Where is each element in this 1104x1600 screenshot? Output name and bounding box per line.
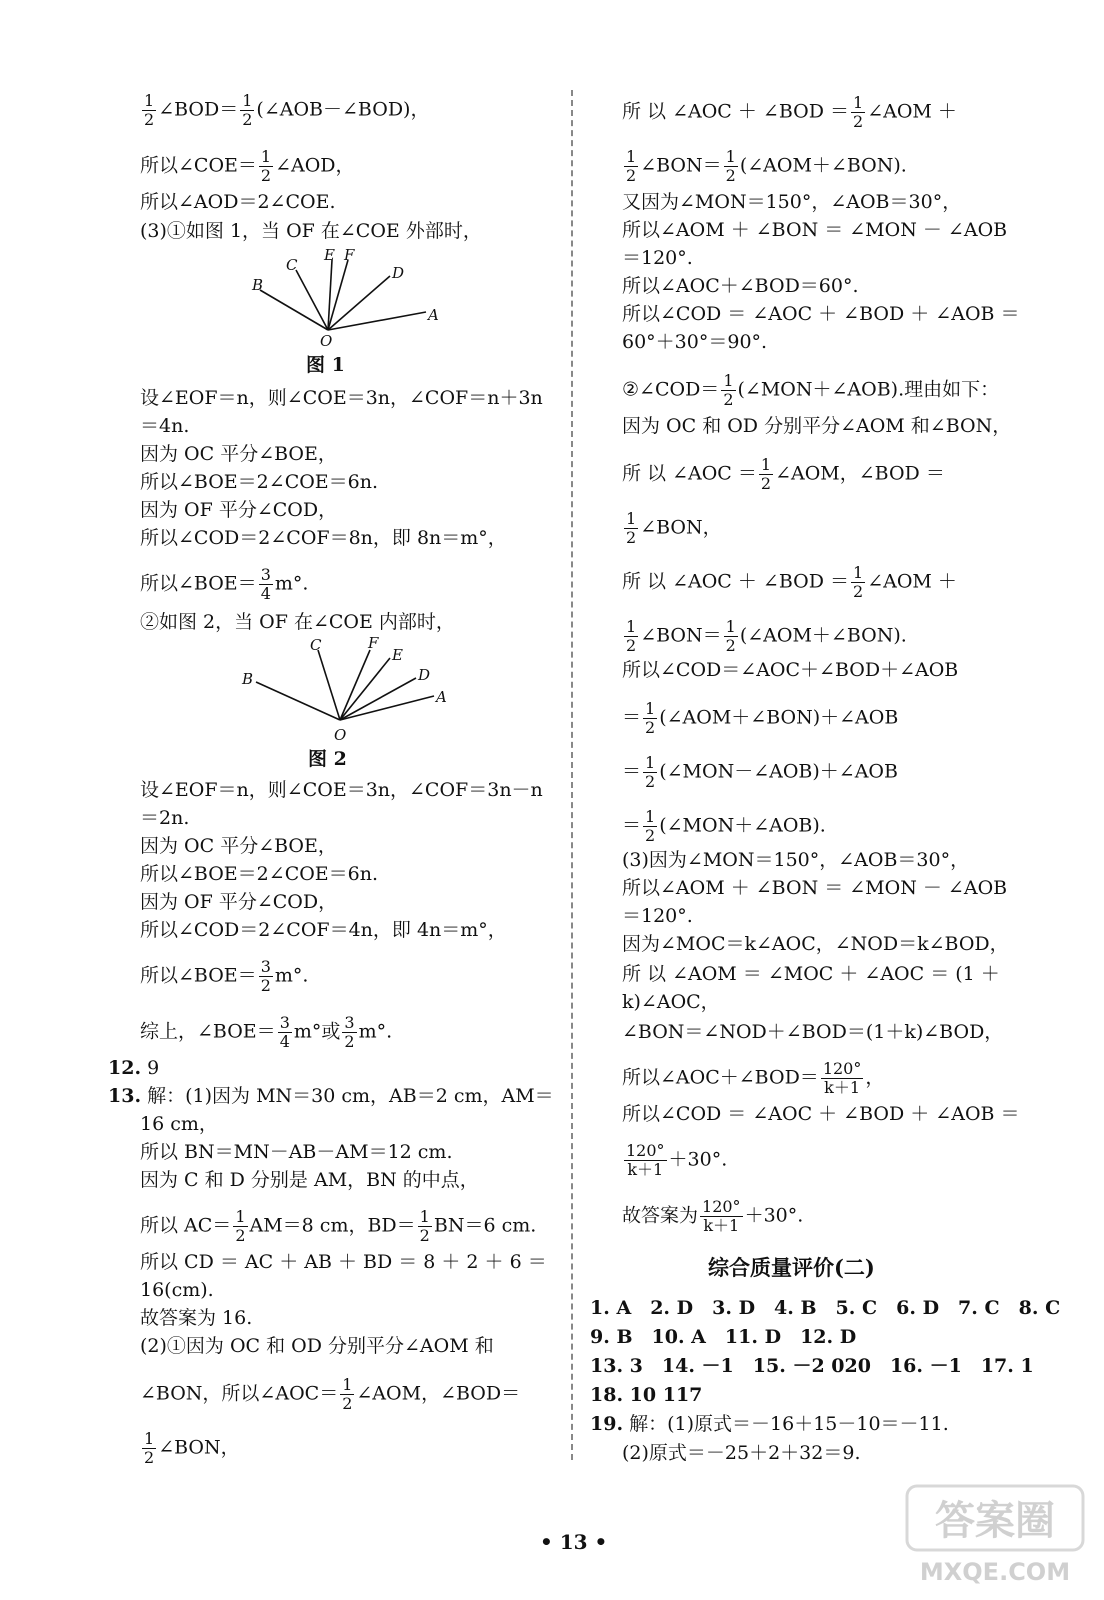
- text-line: ∠BON，所以∠AOC＝ $\frac{1}{2}$ ∠AOM，∠BOD＝: [140, 1375, 521, 1413]
- text-line: 所以∠AOM ＋ ∠BON ＝ ∠MON － ∠AOB: [622, 219, 1008, 241]
- fraction: $\frac{1}{2}$: [645, 807, 656, 845]
- text-line: ②如图 2，当 OF 在∠COE 内部时，: [140, 611, 455, 633]
- fraction: $\frac{1}{2}$: [626, 617, 637, 655]
- text-line: 又因为∠MON＝150°，∠AOB＝30°，: [622, 191, 962, 213]
- label-b: B: [242, 670, 254, 688]
- answer-13: 13. 解：(1)因为 MN＝30 cm，AB＝2 cm，AM＝: [108, 1085, 554, 1107]
- text-line: ＝120°.: [622, 905, 693, 927]
- text-line: 设∠EOF＝n，则∠COE＝3n，∠COF＝3n－n: [140, 779, 543, 801]
- label-a: A: [428, 306, 439, 324]
- text-line: 所以∠BOE＝ $\frac{3}{2}$ m°.: [140, 957, 309, 995]
- text-line: 所以∠BOE＝ $\frac{3}{4}$ m°.: [140, 565, 309, 603]
- text-line: 所以 AC＝ $\frac{1}{2}$ AM＝8 cm，BD＝ $\frac{1}{2}$ BN＝6 cm.: [140, 1207, 537, 1245]
- text-line: ＝ $\frac{1}{2}$ (∠MON－∠AOB)＋∠AOB: [622, 753, 898, 791]
- fraction: $\frac{120^\circ}{k+1}$: [822, 1059, 862, 1097]
- label-c: C: [286, 256, 298, 274]
- text-line: 综上，∠BOE＝ $\frac{3}{4}$ m°或 $\frac{3}{2}$ m°.: [140, 1013, 393, 1051]
- fraction: $\frac{1}{2}$: [260, 147, 272, 185]
- page-number: • 13 •: [540, 1530, 608, 1554]
- text-line: ＝ $\frac{1}{2}$ (∠MON＋∠AOB).: [622, 807, 826, 845]
- label-o: O: [320, 332, 333, 346]
- fraction: $\frac{1}{2}$: [725, 147, 736, 185]
- fraction: $\frac{1}{2}$: [626, 147, 637, 185]
- text-line: 所以∠COD＝∠AOC＋∠BOD＋∠AOB: [622, 659, 959, 681]
- fraction: $\frac{1}{2}$: [760, 455, 772, 493]
- text-line: ②∠COD＝ $\frac{1}{2}$ (∠MON＋∠AOB).理由如下：: [622, 371, 1000, 409]
- label-c: C: [310, 636, 322, 654]
- fraction: $\frac{3}{2}$: [344, 1013, 355, 1051]
- answers-row-3: 13. 3 14. －1 15. －2 020 16. －1 17. 1: [590, 1355, 1034, 1377]
- text-line: 因为 OC 平分∠BOE，: [140, 835, 337, 857]
- section-title: 综合质量评价(二): [708, 1255, 875, 1280]
- text-line: 所以∠BOE＝2∠COE＝6n.: [140, 471, 379, 493]
- answer-19: 19. 解：(1)原式＝－16＋15－10＝－11.: [590, 1413, 949, 1435]
- label-a: A: [436, 688, 447, 706]
- text-line: 所以 CD ＝ AC ＋ AB ＋ BD ＝ 8 ＋ 2 ＋ 6 ＝: [140, 1251, 547, 1273]
- fraction: $\frac{1}{2}$: [235, 1207, 246, 1245]
- fraction: $\frac{3}{2}$: [260, 957, 271, 995]
- text-line: $\frac{1}{2}$ ∠BON，: [626, 509, 722, 547]
- svg-text:答案圈: 答案圈: [935, 1498, 1055, 1544]
- fraction: $\frac{1}{2}$: [725, 617, 736, 655]
- fraction: $\frac{120^\circ}{k+1}$: [702, 1197, 741, 1235]
- text-line: 所以∠COD ＝ ∠AOC ＋ ∠BOD ＋ ∠AOB ＝: [622, 303, 1020, 325]
- text-line: 所以∠AOD＝2∠COE.: [140, 191, 336, 213]
- fraction: $\frac{1}{2}$: [144, 91, 155, 129]
- figure-1-caption: 图 1: [306, 354, 345, 376]
- text-line: 16(cm).: [140, 1279, 214, 1301]
- text-line: 因为 OC 平分∠BOE，: [140, 443, 337, 465]
- text-line: 故答案为 $\frac{120^\circ}{k+1}$ ＋30°.: [622, 1197, 804, 1235]
- label-o: O: [334, 726, 347, 744]
- label-d: D: [392, 264, 405, 282]
- text-line: 所 以 ∠AOC ＝ $\frac{1}{2}$ ∠AOM，∠BOD ＝: [622, 455, 945, 493]
- text-line: $\frac{120^\circ}{k+1}$ ＋30°.: [626, 1141, 728, 1179]
- label-e: E: [324, 246, 335, 264]
- text-line: $\frac{1}{2}$ ∠BON＝ $\frac{1}{2}$ (∠AOM＋∠BON).: [626, 147, 907, 185]
- fraction: $\frac{1}{2}$: [723, 371, 734, 409]
- text-line: 所以∠BOE＝2∠COE＝6n.: [140, 863, 379, 885]
- fraction: $\frac{3}{4}$: [279, 1013, 290, 1051]
- text-line: 所 以 ∠AOC ＋ ∠BOD ＝ $\frac{1}{2}$ ∠AOM ＋: [622, 93, 957, 131]
- answer-12: 12. 9: [108, 1057, 160, 1079]
- fraction: $\frac{1}{2}$: [626, 509, 637, 547]
- text-line: 设∠EOF＝n，则∠COE＝3n，∠COF＝n＋3n: [140, 387, 543, 409]
- label-e: E: [392, 646, 403, 664]
- label-f: F: [368, 636, 379, 652]
- text-line: (3)因为∠MON＝150°，∠AOB＝30°，: [622, 849, 970, 871]
- figure-2-caption: 图 2: [308, 748, 347, 770]
- label-b: B: [252, 276, 264, 294]
- answers-row-1: 1. A 2. D 3. D 4. B 5. C 6. D 7. C 8. C: [590, 1297, 1061, 1319]
- text-line: 所以∠AOC＋∠BOD＝ $\frac{120^\circ}{k+1}$ ，: [622, 1059, 885, 1097]
- text-line: ＝2n.: [140, 807, 190, 829]
- text-line: 所以∠COD＝2∠COF＝4n，即 4n＝m°，: [140, 919, 507, 941]
- fraction: $\frac{120^\circ}{k+1}$: [626, 1141, 665, 1179]
- label-d: D: [418, 666, 431, 684]
- text-line: 因为 OF 平分∠COD，: [140, 499, 338, 521]
- text-line: 所以 BN＝MN－AB－AM＝12 cm.: [140, 1141, 453, 1163]
- text-line: k)∠AOC，: [622, 991, 720, 1013]
- fraction: $\frac{1}{2}$: [853, 563, 864, 601]
- text-line: ＝120°.: [622, 247, 693, 269]
- figure-1: [248, 246, 448, 346]
- answers-row-4: 18. 10 117: [590, 1384, 703, 1406]
- text-line: (2)①因为 OC 和 OD 分别平分∠AOM 和: [140, 1335, 494, 1357]
- text-line: 因为 OC 和 OD 分别平分∠AOM 和∠BON，: [622, 415, 1012, 437]
- text-line: 故答案为 16.: [140, 1307, 253, 1329]
- text-line: $\frac{1}{2}$ ∠BON＝ $\frac{1}{2}$ (∠AOM＋∠BON).: [626, 617, 907, 655]
- fraction: $\frac{1}{2}$: [645, 753, 656, 791]
- text-line: ∠BON＝∠NOD＋∠BOD＝(1＋k)∠BOD，: [622, 1021, 1004, 1043]
- column-divider: [571, 90, 573, 1460]
- fraction: $\frac{1}{2}$: [419, 1207, 430, 1245]
- text-line: ＝4n.: [140, 415, 190, 437]
- text-line: 16 cm，: [140, 1113, 218, 1135]
- fraction: $\frac{1}{2}$: [342, 1375, 353, 1413]
- text-line: 所以∠COD＝2∠COF＝8n，即 8n＝m°，: [140, 527, 507, 549]
- text-line: 所以∠AOM ＋ ∠BON ＝ ∠MON － ∠AOB: [622, 877, 1008, 899]
- text-line: $\frac{1}{2}$ ∠BOD＝ $\frac{1}{2}$ (∠AOB－∠BOD)，: [144, 91, 430, 129]
- fraction: $\frac{1}{2}$: [144, 1429, 155, 1467]
- text-line: 所以∠COD ＝ ∠AOC ＋ ∠BOD ＋ ∠AOB ＝: [622, 1103, 1020, 1125]
- text-line: 所以∠AOC＋∠BOD＝60°.: [622, 275, 859, 297]
- text-line: 因为 OF 平分∠COD，: [140, 891, 338, 913]
- text-line: 因为∠MOC＝k∠AOC，∠NOD＝k∠BOD，: [622, 933, 1009, 955]
- text-line: (2)原式＝－25＋2＋32＝9.: [622, 1442, 861, 1464]
- fraction: $\frac{1}{2}$: [242, 91, 253, 129]
- text-line: 所 以 ∠AOM ＝ ∠MOC ＋ ∠AOC ＝ (1 ＋: [622, 963, 1000, 985]
- text-line: 60°＋30°＝90°.: [622, 331, 768, 353]
- text-line: ＝ $\frac{1}{2}$ (∠AOM＋∠BON)＋∠AOB: [622, 699, 899, 737]
- label-f: F: [344, 246, 355, 264]
- fraction: $\frac{1}{2}$: [853, 93, 864, 131]
- text-line: 所以∠COE＝ $\frac{1}{2}$ ∠AOD，: [140, 147, 355, 185]
- figure-2: [238, 636, 458, 748]
- fraction: $\frac{3}{4}$: [260, 565, 271, 603]
- fraction: $\frac{1}{2}$: [645, 699, 656, 737]
- answers-row-2: 9. B 10. A 11. D 12. D: [590, 1326, 857, 1348]
- text-line: 所 以 ∠AOC ＋ ∠BOD ＝ $\frac{1}{2}$ ∠AOM ＋: [622, 563, 957, 601]
- watermark-logo: [905, 1482, 1085, 1592]
- text-line: (3)①如图 1，当 OF 在∠COE 外部时，: [140, 220, 482, 242]
- text-line: 因为 C 和 D 分别是 AM，BN 的中点，: [140, 1169, 479, 1191]
- svg-text:MXQE.COM: MXQE.COM: [919, 1558, 1071, 1586]
- text-line: $\frac{1}{2}$ ∠BON，: [144, 1429, 240, 1467]
